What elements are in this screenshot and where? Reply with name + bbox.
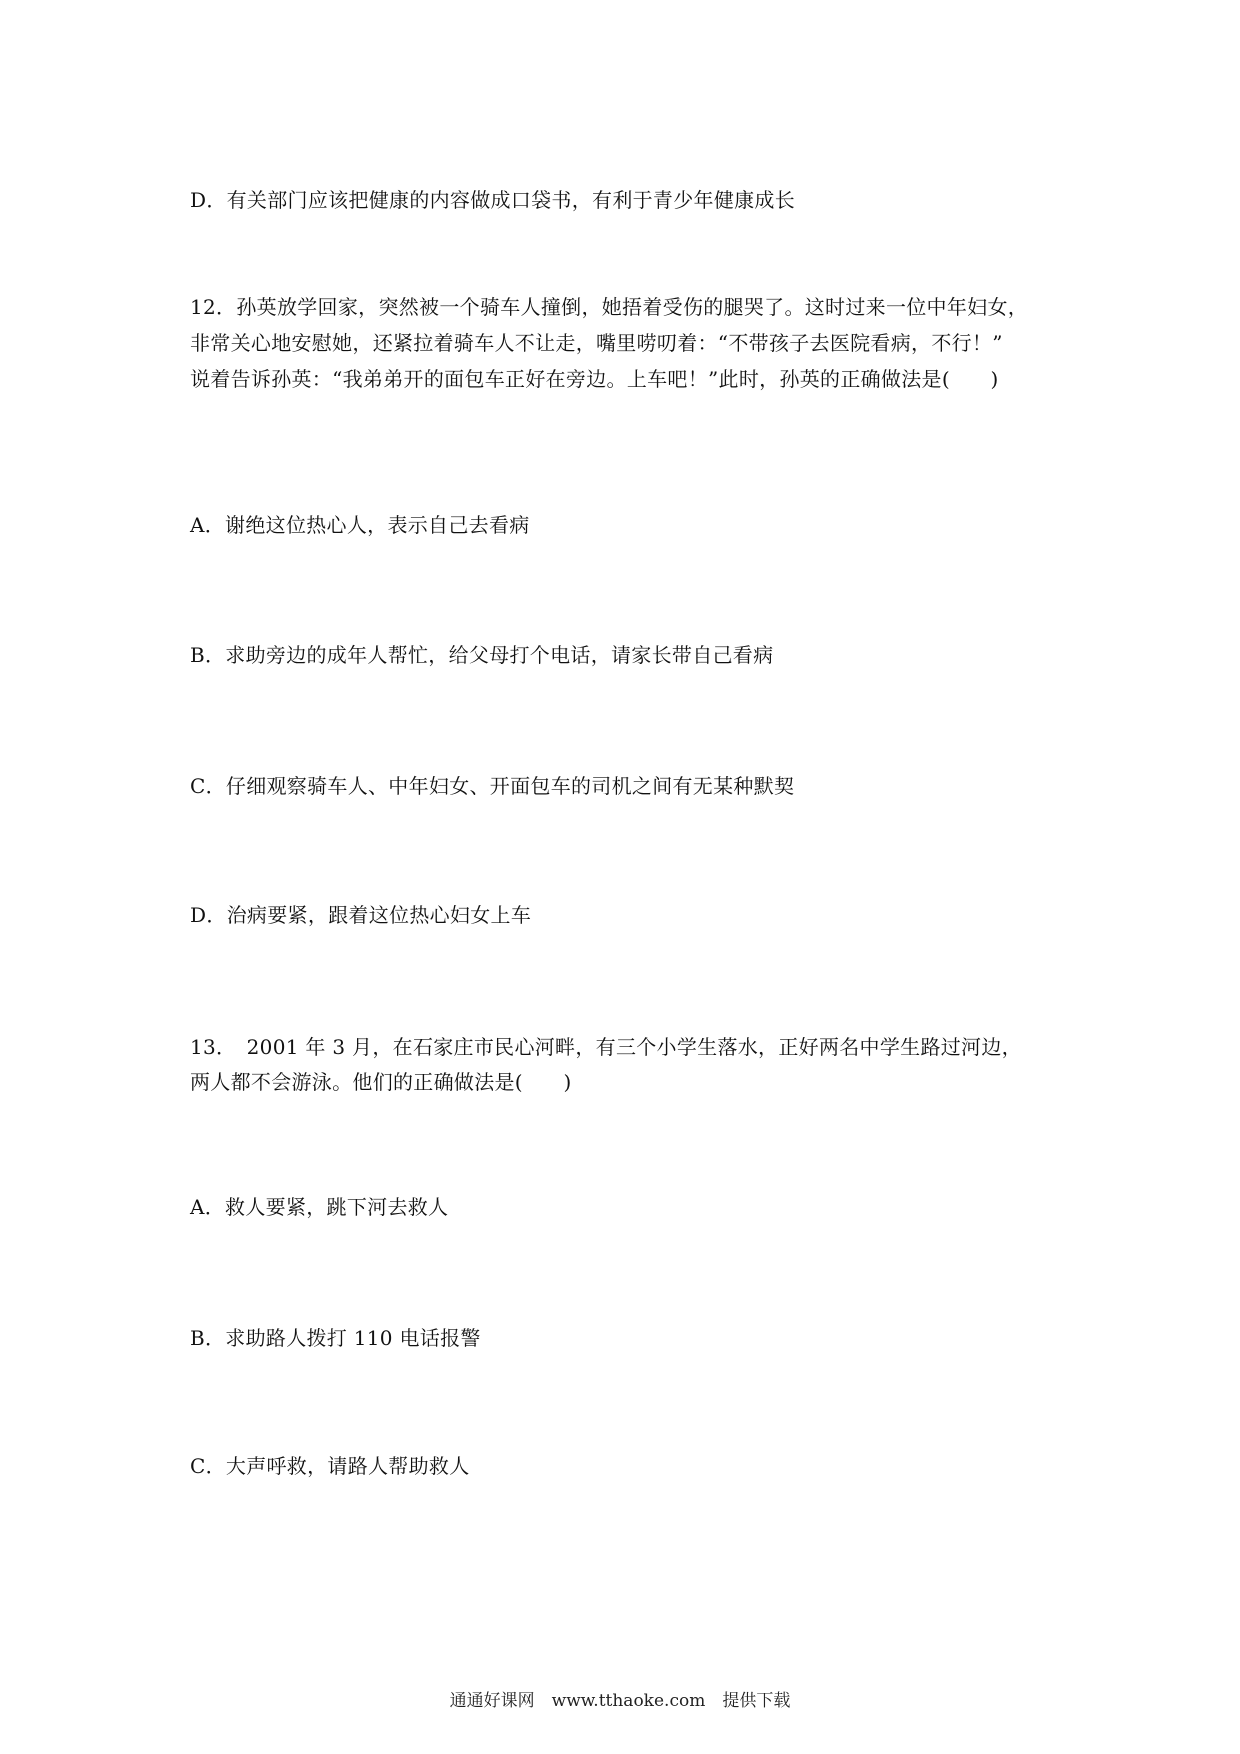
question-13-option-a: A．救人要紧，跳下河去救人 [190,1195,449,1219]
prev-question-option-d: D．有关部门应该把健康的内容做成口袋书，有利于青少年健康成长 [190,188,796,212]
question-12-option-b: B．求助旁边的成年人帮忙，给父母打个电话，请家长带自己看病 [190,643,774,667]
question-13-stem-line-1: 13． 2001 年 3 月，在石家庄市民心河畔，有三个小学生落水，正好两名中学生路过河边， [190,1035,1022,1059]
question-12-option-c: C．仔细观察骑车人、中年妇女、开面包车的司机之间有无某种默契 [190,774,795,798]
question-12-option-a: A．谢绝这位热心人，表示自己去看病 [190,513,530,537]
question-13-option-c: C．大声呼救，请路人帮助救人 [190,1454,470,1478]
question-13-stem-line-2: 两人都不会游泳。他们的正确做法是( ) [190,1070,572,1094]
page-footer: 通通好课网 www.tthaoke.com 提供下载 [449,1691,791,1711]
question-12-stem-line-1: 12．孙英放学回家，突然被一个骑车人撞倒，她捂着受伤的腿哭了。这时过来一位中年妇女， [190,295,1029,319]
question-12-stem-line-2: 非常关心地安慰她，还紧拉着骑车人不让走，嘴里唠叨着：“不带孩子去医院看病，不行！” [190,331,1003,355]
question-12-option-d: D．治病要紧，跟着这位热心妇女上车 [190,903,532,927]
question-13-option-b: B．求助路人拨打 110 电话报警 [190,1326,481,1350]
question-12-stem-line-3: 说着告诉孙英：“我弟弟开的面包车正好在旁边。上车吧！”此时，孙英的正确做法是( ) [190,367,999,391]
